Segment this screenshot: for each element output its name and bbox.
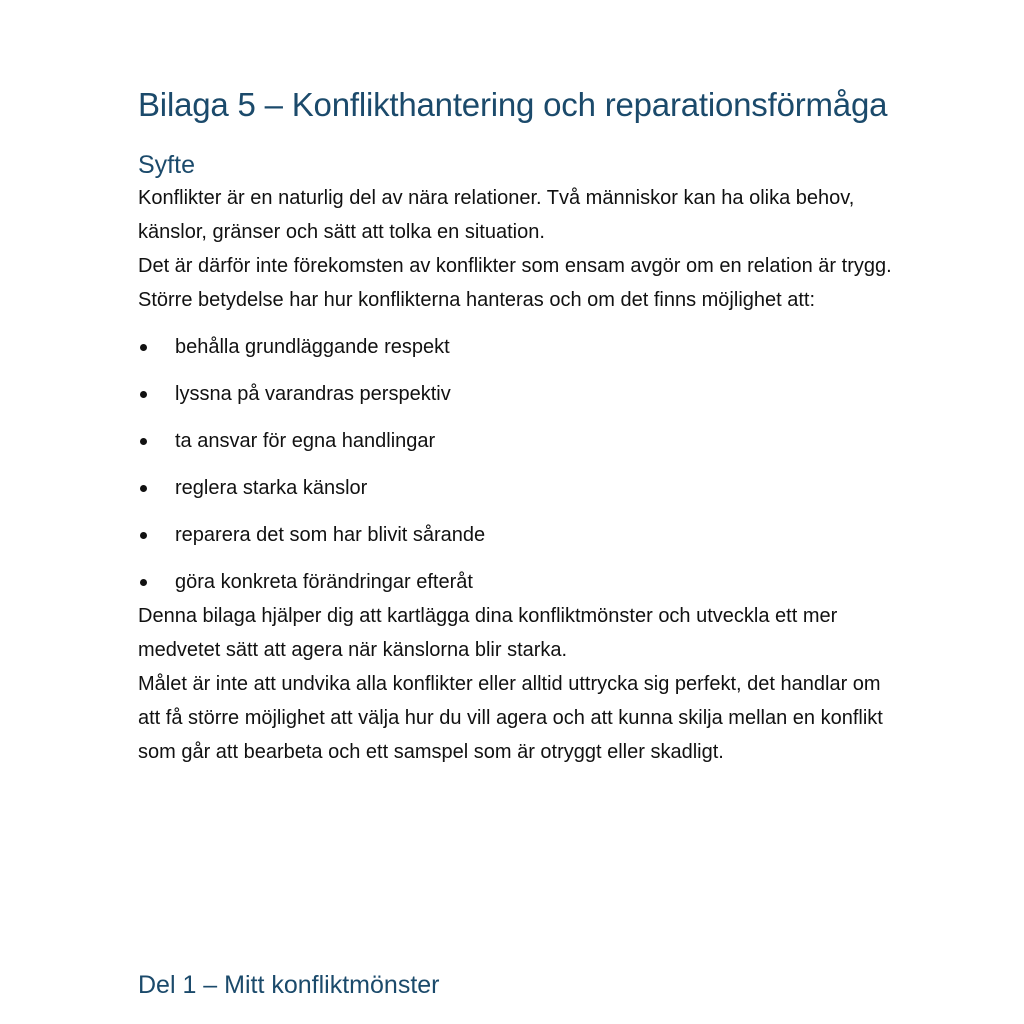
bullet-icon [140, 579, 147, 586]
list-item [138, 471, 898, 505]
list-item [138, 424, 898, 458]
document-content [138, 76, 898, 999]
paragraph: Denna bilaga hjälper dig att kartlägga dina konfliktmönster och utveckla ett mer medvetet sätt att agera när känslorna blir starka. [138, 605, 838, 661]
list-item-text: behålla grundläggande respekt [175, 336, 450, 358]
bullet-list [138, 330, 898, 599]
list-item [138, 377, 898, 411]
list-item-text: lyssna på varandras perspektiv [175, 383, 451, 405]
bullet-icon [140, 485, 147, 492]
bullet-icon [140, 344, 147, 351]
list-item [138, 565, 898, 599]
document-title: Bilaga 5 – Konflikthantering och reparationsförmåga [138, 86, 888, 123]
paragraph: Det är därför inte förekomsten av konflikter som ensam avgör om en relation är trygg. Större betydelse har hur konflikterna hanteras och om det finns möjlighet att: [138, 255, 892, 311]
section-heading-syfte: Syfte [138, 151, 195, 179]
bullet-icon [140, 391, 147, 398]
list-item-text: reglera starka känslor [175, 477, 368, 499]
list-item [138, 330, 898, 364]
list-item [138, 518, 898, 552]
list-item-text: göra konkreta förändringar efteråt [175, 571, 473, 593]
list-item-text: ta ansvar för egna handlingar [175, 430, 436, 452]
list-item-text: reparera det som har blivit sårande [175, 524, 486, 546]
bullet-icon [140, 532, 147, 539]
paragraph: Målet är inte att undvika alla konflikter eller alltid uttrycka sig perfekt, det handlar om att få större möjlighet att välja hur du vill agera och att kunna skilja mellan en konflikt som går att bearbeta och ett samspel som är otryggt eller skadligt. [138, 673, 883, 763]
section-heading-del-1: Del 1 – Mitt konfliktmönster [138, 971, 440, 999]
bullet-icon [140, 438, 147, 445]
paragraph: Konflikter är en naturlig del av nära relationer. Två människor kan ha olika behov, känslor, gränser och sätt att tolka en situation. [138, 187, 855, 243]
